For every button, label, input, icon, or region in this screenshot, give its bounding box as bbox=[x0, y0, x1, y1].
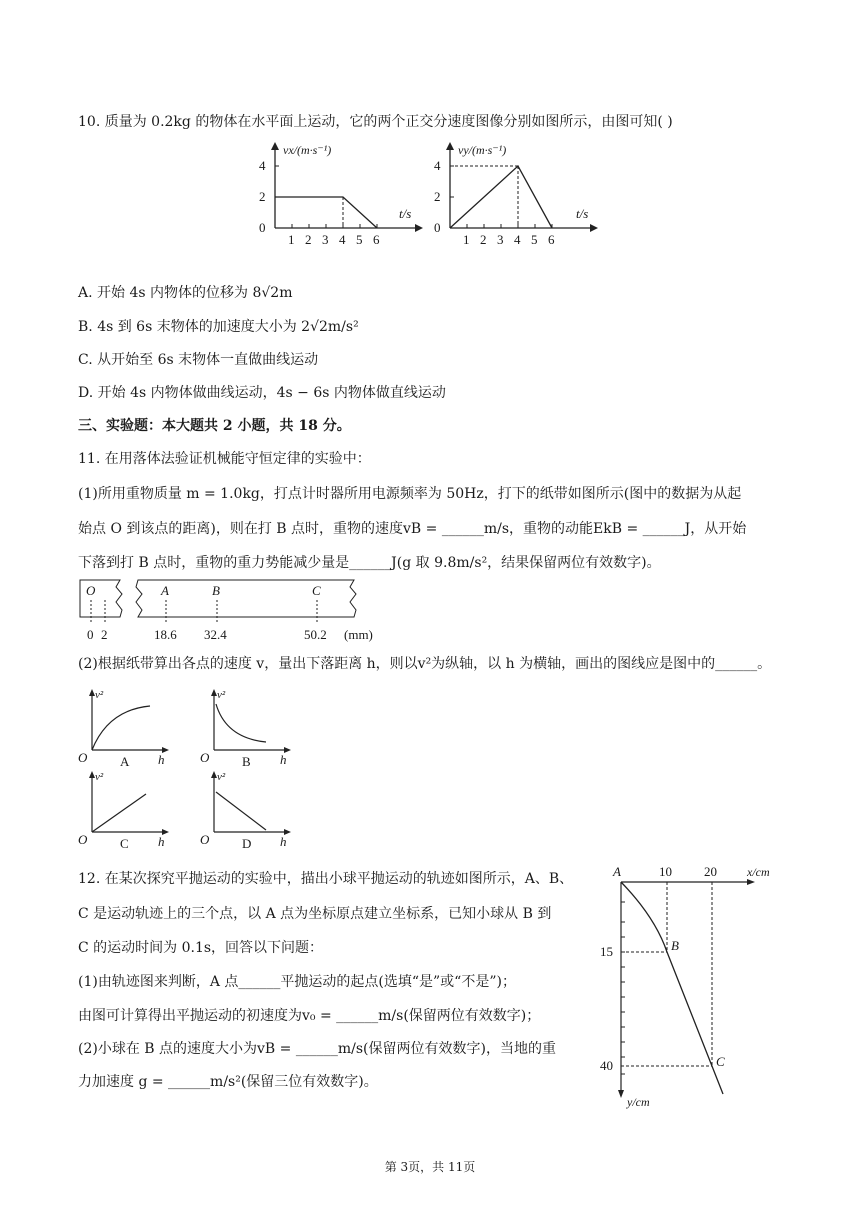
x-axis-label: x/cm bbox=[747, 865, 770, 879]
graph-label-a: A bbox=[120, 754, 130, 769]
vy-xtick: 4 bbox=[514, 232, 521, 247]
q12-line1: 12. 在某次探究平抛运动的实验中，描出小球平抛运动的轨迹如图所示，A、B、 bbox=[78, 871, 574, 887]
tape-value: 0 bbox=[87, 627, 94, 642]
vx-xtick: 4 bbox=[339, 232, 346, 247]
q12-line4: (1)由轨迹图来判断，A 点______平抛运动的起点(选填“是”或“不是”)； bbox=[78, 974, 516, 990]
vy-ylabel: vy/(m·s⁻¹) bbox=[458, 143, 507, 157]
tape-point-c: C bbox=[312, 583, 321, 598]
vy-xtick: 1 bbox=[463, 232, 470, 247]
tape-value: 2 bbox=[101, 627, 108, 642]
graph-origin: O bbox=[200, 750, 210, 765]
vy-xtick: 2 bbox=[480, 232, 487, 247]
q11-graph-c bbox=[78, 770, 178, 850]
point-a-label: A bbox=[613, 864, 621, 879]
q10-stem: 10. 质量为 0.2kg 的物体在水平面上运动，它的两个正交分速度图像分别如图所示，由图可知( ) bbox=[78, 114, 673, 130]
vy-ytick-2: 2 bbox=[434, 189, 441, 204]
graph-ylabel: v² bbox=[95, 689, 104, 701]
tape-unit: (mm) bbox=[344, 627, 373, 642]
graph-ylabel: v² bbox=[217, 771, 226, 783]
q12-line6: (2)小球在 B 点的速度大小为vB = ______m/s(保留两位有效数字)，当地的重 bbox=[78, 1041, 556, 1057]
vx-ylabel: vx/(m·s⁻¹) bbox=[283, 143, 332, 157]
graph-origin: O bbox=[78, 832, 88, 847]
q12-line2: C 是运动轨迹上的三个点，以 A 点为坐标原点建立坐标系，已知小球从 B 到 bbox=[78, 906, 552, 922]
graph-xlabel: h bbox=[158, 834, 165, 849]
q10-vy-graph bbox=[430, 138, 630, 248]
section-heading: 三、实验题：本大题共 2 小题，共 18 分。 bbox=[78, 418, 351, 434]
vx-origin: 0 bbox=[259, 220, 266, 235]
q10-option-a: A. 开始 4s 内物体的位移为 8√2m bbox=[78, 285, 293, 301]
q12-line3: C 的运动时间为 0.1s，回答以下问题： bbox=[78, 940, 324, 956]
vx-ytick-2: 2 bbox=[259, 189, 266, 204]
vy-xtick: 3 bbox=[497, 232, 504, 247]
q12-line7: 力加速度 g = ______m/s²(保留三位有效数字)。 bbox=[78, 1074, 378, 1090]
q11-paper-tape bbox=[78, 578, 398, 648]
graph-label-c: C bbox=[120, 836, 129, 851]
point-c-label: C bbox=[716, 1054, 725, 1069]
vy-ytick-4: 4 bbox=[434, 158, 441, 173]
q11-p2: (2)根据纸带算出各点的速度 v，量出下落距离 h，则以v²为纵轴，以 h 为横轴，画出的图线应是图中的______。 bbox=[78, 656, 772, 672]
vx-ytick-4: 4 bbox=[259, 158, 266, 173]
vy-tlabel: t/s bbox=[576, 206, 589, 221]
x-tick-20: 20 bbox=[704, 864, 717, 879]
tape-point-o: O bbox=[86, 583, 96, 598]
vx-xtick: 3 bbox=[322, 232, 329, 247]
graph-ylabel: v² bbox=[217, 689, 226, 701]
q11-p1-line1: (1)所用重物质量 m = 1.0kg，打点计时器所用电源频率为 50Hz，打下的纸带如图所示(图中的数据为从起 bbox=[78, 486, 742, 502]
q10-option-d: D. 开始 4s 内物体做曲线运动，4s − 6s 内物体做直线运动 bbox=[78, 385, 446, 401]
vx-xtick: 6 bbox=[373, 232, 380, 247]
vy-xtick: 5 bbox=[531, 232, 538, 247]
graph-label-d: D bbox=[242, 836, 252, 851]
q11-graph-a bbox=[78, 688, 178, 768]
tape-point-b: B bbox=[212, 583, 220, 598]
q10-option-c: C. 从开始至 6s 末物体一直做曲线运动 bbox=[78, 352, 319, 368]
graph-origin: O bbox=[200, 832, 210, 847]
graph-xlabel: h bbox=[280, 834, 287, 849]
page-footer: 第 3页，共 11页 bbox=[384, 1160, 476, 1174]
q11-p1-line3: 下落到打 B 点时，重物的重力势能减少量是______J(g 取 9.8m/s²，结果保留两位有效数字)。 bbox=[78, 555, 661, 571]
vx-xtick: 5 bbox=[356, 232, 363, 247]
tape-point-a: A bbox=[161, 583, 169, 598]
graph-xlabel: h bbox=[158, 752, 165, 767]
vy-origin: 0 bbox=[434, 220, 441, 235]
tape-value: 18.6 bbox=[154, 627, 177, 642]
graph-xlabel: h bbox=[280, 752, 287, 767]
graph-origin: O bbox=[78, 750, 88, 765]
y-axis-label: y/cm bbox=[627, 1095, 650, 1109]
vx-xtick: 2 bbox=[305, 232, 312, 247]
x-tick-10: 10 bbox=[659, 864, 672, 879]
q11-graph-b bbox=[200, 688, 300, 768]
q11-p1-line2: 始点 O 到该点的距离)，则在打 B 点时，重物的速度vB = ______m/s，重物的动能EkB = ______J，从开始 bbox=[78, 521, 747, 537]
q12-line5: 由图可计算得出平抛运动的初速度为v₀ = ______m/s(保留两位有效数字)； bbox=[78, 1008, 541, 1024]
tape-value: 50.2 bbox=[304, 627, 327, 642]
q11-stem: 11. 在用落体法验证机械能守恒定律的实验中： bbox=[78, 451, 371, 467]
vx-xtick: 1 bbox=[288, 232, 295, 247]
vy-xtick: 6 bbox=[548, 232, 555, 247]
q12-trajectory-graph bbox=[595, 862, 795, 1112]
point-b-label: B bbox=[671, 938, 679, 953]
graph-ylabel: v² bbox=[95, 771, 104, 783]
tape-value: 32.4 bbox=[204, 627, 227, 642]
y-tick-15: 15 bbox=[600, 944, 613, 959]
y-tick-40: 40 bbox=[600, 1058, 613, 1073]
q11-graph-d bbox=[200, 770, 300, 850]
q10-vx-graph bbox=[255, 138, 455, 248]
q10-option-b: B. 4s 到 6s 末物体的加速度大小为 2√2m/s² bbox=[78, 319, 359, 335]
graph-label-b: B bbox=[242, 754, 251, 769]
vx-tlabel: t/s bbox=[399, 206, 412, 221]
